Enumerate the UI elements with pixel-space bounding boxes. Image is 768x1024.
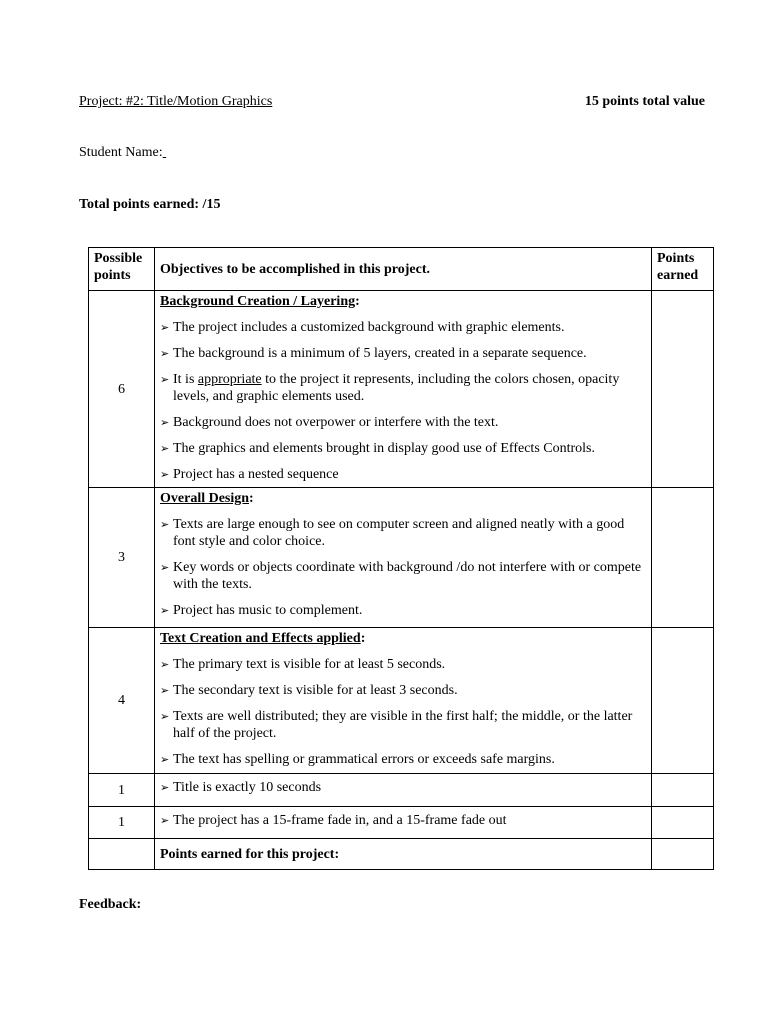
section-title-text: Background Creation / Layering	[160, 294, 356, 309]
objectives-cell	[155, 774, 652, 807]
section-title-text: Overall Design	[160, 491, 250, 506]
objectives-cell	[155, 628, 652, 774]
total-value: 15 points total value	[584, 94, 705, 109]
arrow-bullet-icon: ➢	[160, 442, 170, 455]
student-name-text: Student Name:	[79, 145, 163, 160]
objective-item	[160, 319, 646, 336]
objective-text: The text has spelling or grammatical errors or exceeds safe margins.	[173, 752, 555, 767]
table-header-row	[89, 248, 714, 291]
arrow-bullet-icon: ➢	[160, 604, 170, 617]
objective-text: Background does not overpower or interfere with the text.	[173, 415, 499, 430]
objective-text: It is appropriate to the project it represents, including the colors chosen, opacity levels, and graphic elements used.	[173, 372, 620, 404]
objective-text: The project includes a customized background with graphic elements.	[173, 320, 565, 335]
section-title-text: Text Creation and Effects applied	[160, 631, 361, 646]
section-title	[160, 293, 646, 310]
total-points-label: Total points earned: /15	[79, 197, 221, 212]
arrow-bullet-icon: ➢	[160, 684, 170, 697]
objective-text: The primary text is visible for at least 5 seconds.	[173, 657, 446, 672]
points-earned-cell[interactable]	[652, 488, 714, 628]
objective-text: The secondary text is visible for at least 3 seconds.	[173, 683, 458, 698]
objective-text: Project has music to complement.	[173, 603, 363, 618]
objective-list	[160, 319, 646, 483]
objective-item	[160, 345, 646, 362]
objective-text: Key words or objects coordinate with background /do not interfere with or compete with the texts.	[173, 560, 642, 592]
objective-item	[160, 779, 646, 796]
arrow-bullet-icon: ➢	[160, 781, 170, 794]
objective-text: The background is a minimum of 5 layers, created in a separate sequence.	[173, 346, 587, 361]
project-title: Project: #2: Title/Motion Graphics	[79, 94, 273, 109]
objective-list	[160, 516, 646, 619]
col-points-earned: Points earned	[652, 248, 714, 291]
arrow-bullet-icon: ➢	[160, 468, 170, 481]
table-row	[89, 774, 714, 807]
objective-item	[160, 516, 646, 550]
objective-item	[160, 812, 646, 829]
objectives-cell	[155, 488, 652, 628]
possible-points-cell: 4	[89, 628, 155, 774]
objective-item	[160, 682, 646, 699]
arrow-bullet-icon: ➢	[160, 814, 170, 827]
objective-list	[160, 656, 646, 768]
objective-text: Texts are large enough to see on computer screen and aligned neatly with a good font style and color choice.	[173, 517, 625, 549]
rubric-table	[88, 247, 714, 870]
objective-text: The project has a 15-frame fade in, and a 15-frame fade out	[173, 813, 507, 828]
feedback-label: Feedback:	[79, 897, 142, 912]
arrow-bullet-icon: ➢	[160, 561, 170, 574]
points-earned-total-label: Points earned for this project:	[155, 839, 652, 870]
footer-empty-cell	[89, 839, 155, 870]
objective-item	[160, 559, 646, 593]
objective-list	[160, 779, 646, 796]
table-row	[89, 807, 714, 839]
objective-text: The graphics and elements brought in display good use of Effects Controls.	[173, 441, 595, 456]
objective-text: Title is exactly 10 seconds	[173, 780, 322, 795]
section-title-colon: :	[355, 294, 360, 309]
student-name-label	[79, 145, 166, 161]
arrow-bullet-icon: ➢	[160, 710, 170, 723]
points-earned-cell[interactable]	[652, 807, 714, 839]
student-name-field[interactable]	[163, 145, 167, 160]
table-row	[89, 291, 714, 488]
objectives-cell	[155, 807, 652, 839]
arrow-bullet-icon: ➢	[160, 347, 170, 360]
objective-item	[160, 602, 646, 619]
arrow-bullet-icon: ➢	[160, 416, 170, 429]
objective-item	[160, 466, 646, 483]
arrow-bullet-icon: ➢	[160, 373, 170, 386]
rubric-body	[89, 291, 714, 870]
possible-points-cell: 1	[89, 774, 155, 807]
points-earned-cell[interactable]	[652, 291, 714, 488]
possible-points-cell: 3	[89, 488, 155, 628]
section-title-colon: :	[249, 491, 254, 506]
section-title	[160, 490, 646, 507]
arrow-bullet-icon: ➢	[160, 753, 170, 766]
objective-item	[160, 371, 646, 405]
col-objectives: Objectives to be accomplished in this project.	[155, 248, 652, 291]
objective-item	[160, 414, 646, 431]
arrow-bullet-icon: ➢	[160, 321, 170, 334]
objective-text: Texts are well distributed; they are visible in the first half; the middle, or the latter half of the project.	[173, 709, 633, 741]
possible-points-cell: 1	[89, 807, 155, 839]
objective-text: Project has a nested sequence	[173, 467, 339, 482]
objective-list	[160, 812, 646, 829]
points-earned-cell[interactable]	[652, 628, 714, 774]
objective-item	[160, 708, 646, 742]
section-title-colon: :	[360, 631, 366, 646]
section-title	[160, 630, 646, 647]
table-row	[89, 628, 714, 774]
points-earned-cell[interactable]	[652, 774, 714, 807]
objectives-cell	[155, 291, 652, 488]
points-earned-total-cell[interactable]	[652, 839, 714, 870]
arrow-bullet-icon: ➢	[160, 658, 170, 671]
col-possible-points: Possible points	[89, 248, 155, 291]
table-row	[89, 488, 714, 628]
possible-points-cell: 6	[89, 291, 155, 488]
arrow-bullet-icon: ➢	[160, 518, 170, 531]
objective-item	[160, 656, 646, 673]
objective-item	[160, 440, 646, 457]
objective-item	[160, 751, 646, 768]
table-footer-row	[89, 839, 714, 870]
